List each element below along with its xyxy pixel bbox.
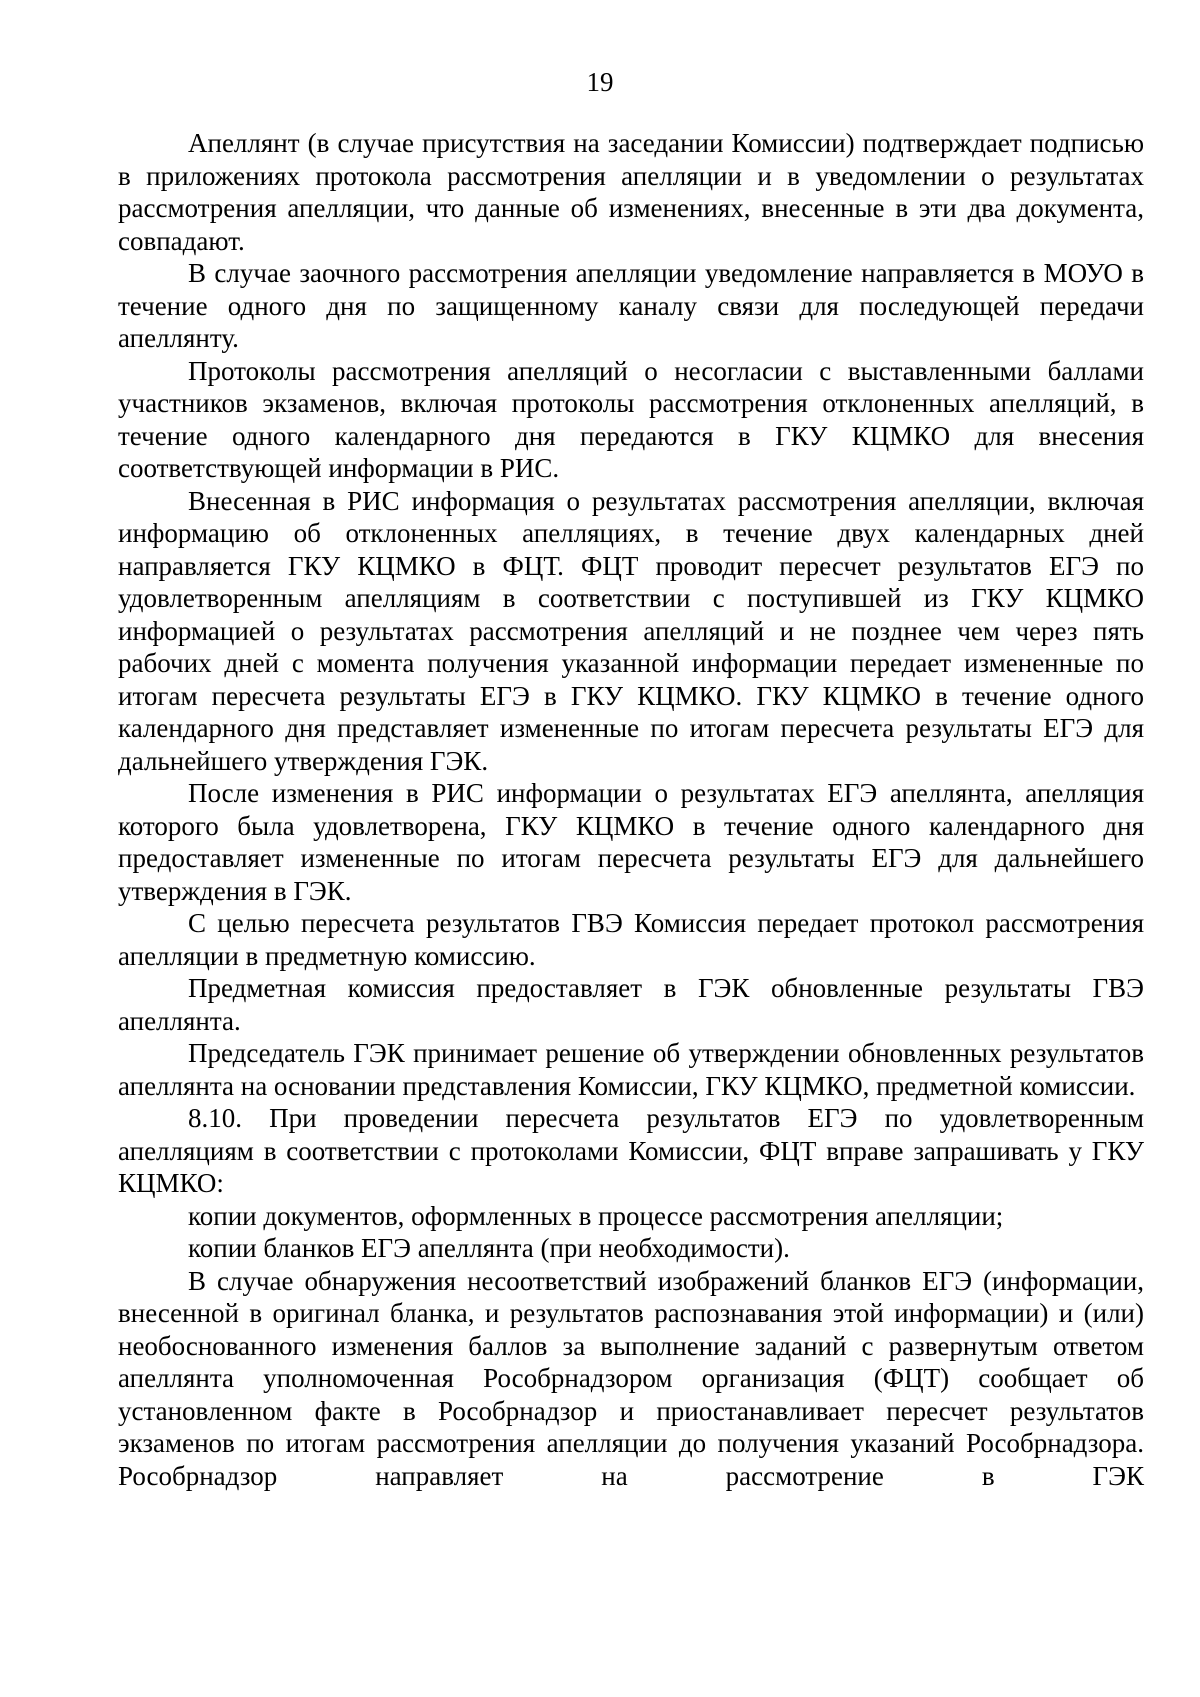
document-body [118, 127, 1144, 1492]
paragraph-after-ris-change: После изменения в РИС информации о результатах ЕГЭ апеллянта, апелляция которого была удовлетворена, ГКУ КЦМКО в течение одного календарного дня предоставляет измененные по итогам пересчета результаты ЕГЭ для дальнейшего утверждения в ГЭК. [118, 778, 1144, 906]
paragraph-ris-information: Внесенная в РИС информация о результатах рассмотрения апелляции, включая информацию об отклоненных апелляциях, в течение двух календарных дней направляется ГКУ КЦМКО в ФЦТ. ФЦТ проводит пересчет результатов ЕГЭ по удовлетворенным апелляциям в соответствии с поступившей из ГКУ КЦМКО информацией о результатах рассмотрения апелляций и не позднее чем через пять рабочих дней с момента получения указанной информации передает измененные по итогам пересчета результаты ЕГЭ в ГКУ КЦМКО. ГКУ КЦМКО в течение одного календарного дня представляет измененные по итогам пересчета результаты ЕГЭ для дальнейшего утверждения ГЭК. [118, 485, 1144, 776]
paragraph-gve-recalculation: С целью пересчета результатов ГВЭ Комиссия передает протокол рассмотрения апелляции в предметную комиссию. [118, 908, 1144, 971]
page-number: 19 [586, 67, 614, 97]
paragraph-protocols-transfer: Протоколы рассмотрения апелляций о несогласии с выставленными баллами участников экзаменов, включая протоколы рассмотрения отклоненных апелляций, в течение одного календарного дня передаются в ГКУ КЦМКО для внесения соответствующей информации в РИС. [118, 355, 1144, 483]
list-item-document-copies: копии документов, оформленных в процессе рассмотрения апелляции; [188, 1200, 1004, 1231]
list-item-form-copies: копии бланков ЕГЭ апеллянта (при необходимости). [188, 1233, 790, 1263]
paragraph-section-8-10: 8.10. При проведении пересчета результатов ЕГЭ по удовлетворенным апелляциям в соответствии с протоколами Комиссии, ФЦТ вправе запрашивать у ГКУ КЦМКО: [118, 1103, 1144, 1198]
paragraph-absentee-review: В случае заочного рассмотрения апелляции уведомление направляется в МОУО в течение одного дня по защищенному каналу связи для последующей передачи апеллянту. [118, 258, 1144, 353]
paragraph-discrepancies: В случае обнаружения несоответствий изображений бланков ЕГЭ (информации, внесенной в оригинал бланка, и результатов распознавания этой информации) и (или) необоснованного изменения баллов за выполнение заданий с развернутым ответом апеллянта уполномоченная Рособрнадзором организация (ФЦТ) сообщает об установленном факте в Рособрнадзор и приостанавливает пересчет результатов экзаменов по итогам рассмотрения апелляции до получения указаний Рособрнадзора. Рособрнадзор направляет на рассмотрение в ГЭК [118, 1265, 1144, 1491]
paragraph-subject-commission: Предметная комиссия предоставляет в ГЭК обновленные результаты ГВЭ апеллянта. [118, 973, 1144, 1036]
paragraph-gek-chairman: Председатель ГЭК принимает решение об утверждении обновленных результатов апеллянта на основании представления Комиссии, ГКУ КЦМКО, предметной комиссии. [118, 1038, 1144, 1101]
paragraph-appellant-confirmation: Апеллянт (в случае присутствия на заседании Комиссии) подтверждает подписью в приложениях протокола рассмотрения апелляции и в уведомлении о результатах рассмотрения апелляции, что данные об изменениях, внесенные в эти два документа, совпадают. [118, 128, 1144, 256]
